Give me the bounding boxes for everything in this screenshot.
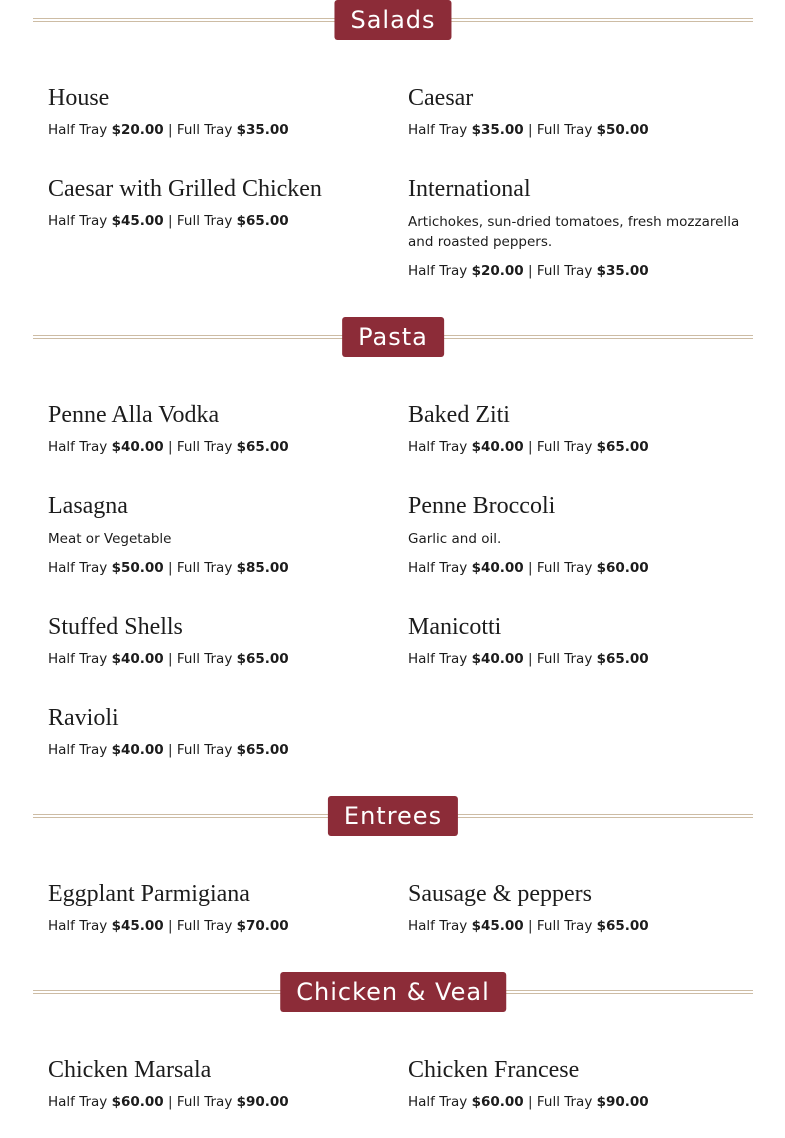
half-tray-price: $45.00 [111, 213, 164, 229]
item-description: Garlic and oil. [408, 531, 502, 547]
half-tray-price: $40.00 [471, 439, 524, 455]
menu-item-stuffed-shells [48, 613, 383, 668]
full-tray-price: $35.00 [596, 263, 649, 279]
full-tray-price: $70.00 [236, 918, 289, 934]
item-price: Half Tray $45.00 | Full Tray $65.00 [408, 918, 649, 934]
section-header-entrees [33, 796, 753, 836]
half-tray-price: $45.00 [111, 918, 164, 934]
half-tray-price: $60.00 [111, 1094, 164, 1110]
menu-item-penne-broccoli [408, 492, 743, 577]
item-name: Eggplant Parmigiana [48, 881, 250, 907]
section-title: Salads [334, 0, 451, 40]
item-price: Half Tray $45.00 | Full Tray $65.00 [48, 213, 289, 229]
section-header-pasta [33, 317, 753, 357]
item-price: Half Tray $40.00 | Full Tray $65.00 [48, 439, 289, 455]
half-tray-price: $40.00 [111, 651, 164, 667]
full-tray-price: $65.00 [236, 439, 289, 455]
section-title: Chicken & Veal [280, 972, 506, 1012]
item-price: Half Tray $40.00 | Full Tray $65.00 [408, 439, 649, 455]
item-name: Penne Alla Vodka [48, 402, 220, 428]
item-price: Half Tray $40.00 | Full Tray $65.00 [48, 651, 289, 667]
item-name: Ravioli [48, 705, 119, 731]
menu-item-eggplant-parmigiana [48, 880, 383, 935]
section-header-chicken-veal [33, 972, 753, 1012]
item-description: Artichokes, sun-dried tomatoes, fresh mozzarella and roasted peppers. [408, 214, 740, 250]
item-name: Lasagna [48, 493, 128, 519]
half-tray-price: $40.00 [111, 439, 164, 455]
half-tray-price: $40.00 [471, 560, 524, 576]
item-price: Half Tray $20.00 | Full Tray $35.00 [48, 122, 289, 138]
item-price: Half Tray $35.00 | Full Tray $50.00 [408, 122, 649, 138]
item-price: Half Tray $40.00 | Full Tray $65.00 [408, 651, 649, 667]
menu-item-house [48, 84, 383, 139]
menu-item-sausage-peppers [408, 880, 743, 935]
half-tray-price: $50.00 [111, 560, 164, 576]
item-name: Caesar with Grilled Chicken [48, 176, 322, 202]
menu-item-ravioli [48, 704, 383, 759]
item-name: International [408, 176, 531, 202]
item-description: Meat or Vegetable [48, 531, 172, 547]
full-tray-price: $90.00 [596, 1094, 649, 1110]
full-tray-price: $65.00 [236, 651, 289, 667]
menu-item-chicken-francese [408, 1056, 743, 1111]
item-price: Half Tray $50.00 | Full Tray $85.00 [48, 560, 289, 576]
menu-item-chicken-marsala [48, 1056, 383, 1111]
item-name: House [48, 85, 110, 111]
half-tray-price: $40.00 [471, 651, 524, 667]
menu-item-caesar-grilled-chicken [48, 175, 383, 230]
item-name: Manicotti [408, 614, 502, 640]
item-name: Penne Broccoli [408, 493, 556, 519]
section-title: Pasta [342, 317, 444, 357]
menu-item-manicotti [408, 613, 743, 668]
item-price: Half Tray $40.00 | Full Tray $60.00 [408, 560, 649, 576]
item-price: Half Tray $40.00 | Full Tray $65.00 [48, 742, 289, 758]
half-tray-price: $20.00 [111, 122, 164, 138]
item-price: Half Tray $20.00 | Full Tray $35.00 [408, 263, 649, 279]
full-tray-price: $50.00 [596, 122, 649, 138]
menu-item-international [408, 175, 743, 280]
section-title: Entrees [328, 796, 458, 836]
half-tray-price: $20.00 [471, 263, 524, 279]
item-price: Half Tray $60.00 | Full Tray $90.00 [408, 1094, 649, 1110]
full-tray-price: $65.00 [596, 651, 649, 667]
full-tray-price: $65.00 [596, 439, 649, 455]
item-price: Half Tray $45.00 | Full Tray $70.00 [48, 918, 289, 934]
half-tray-price: $45.00 [471, 918, 524, 934]
item-name: Chicken Marsala [48, 1057, 212, 1083]
menu-item-caesar [408, 84, 743, 139]
full-tray-price: $90.00 [236, 1094, 289, 1110]
menu-item-lasagna [48, 492, 383, 577]
item-name: Chicken Francese [408, 1057, 580, 1083]
half-tray-price: $35.00 [471, 122, 524, 138]
full-tray-price: $35.00 [236, 122, 289, 138]
item-name: Stuffed Shells [48, 614, 183, 640]
half-tray-price: $60.00 [471, 1094, 524, 1110]
half-tray-price: $40.00 [111, 742, 164, 758]
full-tray-price: $65.00 [236, 742, 289, 758]
full-tray-price: $65.00 [236, 213, 289, 229]
section-header-salads [33, 0, 753, 40]
menu-item-baked-ziti [408, 401, 743, 456]
menu-item-penne-alla-vodka [48, 401, 383, 456]
item-name: Baked Ziti [408, 402, 510, 428]
item-price: Half Tray $60.00 | Full Tray $90.00 [48, 1094, 289, 1110]
item-name: Caesar [408, 85, 474, 111]
full-tray-price: $85.00 [236, 560, 289, 576]
item-name: Sausage & peppers [408, 881, 592, 907]
full-tray-price: $60.00 [596, 560, 649, 576]
full-tray-price: $65.00 [596, 918, 649, 934]
